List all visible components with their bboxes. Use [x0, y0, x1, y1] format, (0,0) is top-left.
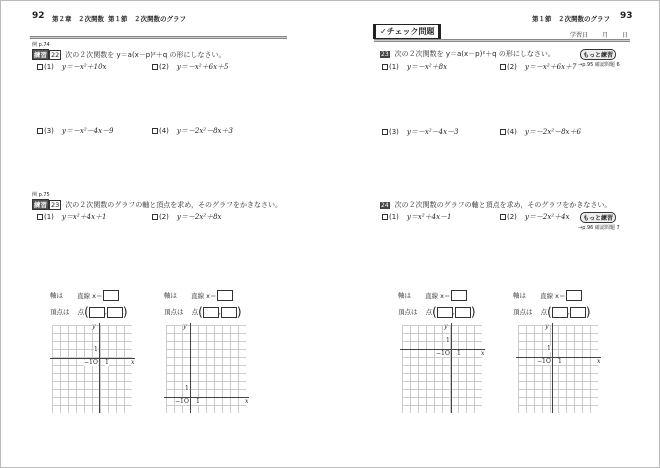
x-tick-minus-one: −1: [436, 350, 445, 357]
checkbox[interactable]: [500, 129, 506, 135]
problem-number: (2): [507, 213, 517, 221]
vertex-y-box[interactable]: [218, 307, 237, 318]
x-tick-minus-one: −1: [175, 398, 184, 405]
exercise-heading: [32, 49, 225, 60]
problem-expression: y＝x²＋4x－1: [406, 213, 452, 221]
problem-number: (3): [389, 128, 399, 136]
axis-answer-row: [50, 290, 119, 301]
problem-item: [152, 62, 229, 72]
problem-number: (4): [159, 127, 169, 135]
chapter-title: 第２章 ２次関数: [52, 15, 104, 23]
origin-label: O: [445, 350, 450, 357]
exercise-number: 22: [51, 51, 60, 59]
problem-expression: y＝－x²－4x－3: [406, 128, 459, 136]
vertex-label: 頂点は: [513, 308, 533, 316]
example-ref: 例 p.75: [32, 192, 50, 198]
comma: ,: [104, 308, 107, 316]
study-day[interactable]: 日: [622, 32, 629, 39]
open-paren: (: [84, 305, 89, 319]
axis-label: 軸は: [164, 291, 177, 300]
problem-expression: y＝－x²＋8x: [406, 63, 448, 71]
problem-item: [500, 62, 577, 72]
problem-item: [382, 62, 447, 72]
vertex-answer-row: [50, 305, 128, 319]
study-month[interactable]: 月: [602, 32, 609, 39]
x-tick-minus-one: −1: [84, 359, 93, 366]
axis-label: 軸は: [513, 291, 526, 300]
comma: ,: [567, 308, 570, 316]
header-rule-right: [374, 39, 630, 42]
more-practice-badge: もっと練習: [580, 212, 616, 223]
problem-number: (2): [507, 63, 517, 71]
open-paren: (: [198, 305, 203, 319]
y-tick-one: 1: [446, 337, 450, 344]
problem-number: (1): [389, 63, 399, 71]
checkbox[interactable]: [382, 64, 388, 70]
problem-number-badge: 23: [381, 51, 389, 58]
checkbox[interactable]: [37, 214, 43, 220]
problem-expression: y＝－2x²－8x＋6: [524, 128, 581, 136]
exercise-instruction: 次の２次関数を y＝a(x－p)²＋q の形にしなさい。: [65, 51, 226, 59]
checkbox[interactable]: [382, 214, 388, 220]
problem-item: [152, 212, 222, 222]
y-axis: [451, 323, 452, 413]
vertex-point-label: 点: [425, 308, 433, 316]
vertex-point-label: 点: [77, 308, 85, 316]
y-axis: [552, 323, 553, 413]
checkbox[interactable]: [382, 129, 388, 135]
axis-line-label: 直線 x＝: [77, 291, 103, 300]
more-practice-badge: もっと練習: [580, 49, 616, 60]
vertex-point-label: 点: [191, 308, 199, 316]
x-axis-label: x: [481, 350, 485, 357]
vertex-label: 頂点は: [50, 308, 70, 316]
checkbox[interactable]: [500, 214, 506, 220]
checkbox[interactable]: [152, 128, 158, 134]
axis-answer-row: [164, 290, 233, 301]
graph-grid[interactable]: [402, 323, 485, 413]
y-tick-one: 1: [94, 346, 98, 353]
close-paren: ): [585, 305, 591, 319]
study-date: [570, 30, 628, 39]
vertex-y-box[interactable]: [452, 307, 471, 318]
problem-expression: y＝－2x²＋4x: [524, 213, 570, 221]
x-axis-label: x: [131, 359, 135, 366]
x-tick-one: 1: [558, 358, 562, 365]
section-title-left: 第１節 ２次関数のグラフ: [108, 15, 186, 23]
problem-item: [382, 212, 452, 222]
vertex-y-box[interactable]: [104, 307, 123, 318]
graph-grid[interactable]: [518, 323, 601, 413]
graph-grid[interactable]: [166, 323, 249, 413]
problem-item: [152, 126, 233, 136]
origin-label: O: [546, 358, 551, 365]
axis-answer-box[interactable]: [566, 290, 582, 301]
x-tick-one: 1: [196, 398, 200, 405]
y-axis: [190, 323, 191, 413]
section-title-right: 第１節 ２次関数のグラフ: [532, 15, 610, 23]
x-axis-label: x: [245, 398, 249, 405]
graph-grid[interactable]: [52, 323, 135, 413]
open-paren: (: [432, 305, 437, 319]
x-tick-minus-one: −1: [537, 358, 546, 365]
exercise-instruction: 次の２次関数のグラフの軸と頂点を求め，そのグラフをかきなさい。: [65, 201, 283, 209]
vertex-x-box[interactable]: [203, 307, 219, 318]
axis-answer-row: [398, 290, 467, 301]
open-paren: (: [547, 305, 552, 319]
problem-number: (1): [389, 213, 399, 221]
problem-expression: y＝－x²＋6x＋7: [524, 63, 577, 71]
exercise-number: 23: [51, 201, 60, 209]
checkbox[interactable]: [37, 64, 43, 70]
y-tick-one: 1: [547, 345, 551, 352]
review-link[interactable]: →p.95 確認問題 6: [578, 62, 620, 68]
problem-item: [382, 127, 459, 137]
comma: ,: [218, 308, 221, 316]
checkbox[interactable]: [152, 64, 158, 70]
vertex-answer-row: [398, 305, 476, 319]
problem-item: [37, 62, 107, 72]
vertex-y-box[interactable]: [567, 307, 586, 318]
y-axis-label: y: [183, 323, 187, 330]
axis-answer-box[interactable]: [451, 290, 467, 301]
checkbox[interactable]: [152, 214, 158, 220]
problem-item: [37, 212, 107, 222]
problem-number: (1): [44, 213, 54, 221]
checkbox[interactable]: [37, 128, 43, 134]
problem-number-badge: 24: [381, 202, 389, 209]
y-axis: [99, 323, 100, 413]
y-axis-label: y: [444, 323, 448, 330]
vertex-label: 頂点は: [164, 308, 184, 316]
study-date-label: 学習日: [570, 32, 589, 39]
close-paren: ): [236, 305, 242, 319]
problem-expression: y＝x²＋4x＋1: [61, 213, 107, 221]
check-problems-title: ✓チェック問題: [373, 24, 441, 39]
problem-expression: y＝－2x²＋8x: [176, 213, 222, 221]
problem-number: (4): [507, 128, 517, 136]
x-axis-label: x: [597, 358, 601, 365]
problem-expression: y＝－2x²－8x＋3: [176, 127, 233, 135]
vertex-point-label: 点: [540, 308, 548, 316]
axis-answer-box[interactable]: [103, 290, 119, 301]
exercise-label: 練習: [34, 51, 47, 59]
problem-expression: y＝－x²＋10x: [61, 63, 107, 71]
problem-instruction: 次の２次関数のグラフの軸と頂点を求め，そのグラフをかきなさい。: [394, 201, 612, 209]
vertex-x-box[interactable]: [552, 307, 568, 318]
problem-item: [500, 127, 581, 137]
page-number-right: 93: [620, 11, 633, 21]
problem-expression: y＝－x²＋6x＋5: [176, 63, 229, 71]
problem-number: (3): [44, 127, 54, 135]
origin-label: O: [184, 398, 189, 405]
x-tick-one: 1: [105, 359, 109, 366]
problem-number: (1): [44, 63, 54, 71]
comma: ,: [452, 308, 455, 316]
problem-instruction: 次の２次関数を y＝a(x－p)²＋q の形にしなさい。: [394, 50, 555, 58]
problem-heading: [380, 49, 555, 59]
vertex-x-box[interactable]: [437, 307, 453, 318]
x-tick-one: 1: [457, 350, 461, 357]
exercise-heading: [32, 199, 282, 210]
problem-number: (2): [159, 213, 169, 221]
axis-line-label: 直線 x＝: [540, 291, 566, 300]
review-link[interactable]: →p.96 確認問題 7: [578, 225, 620, 231]
axis-label: 軸は: [50, 291, 63, 300]
y-axis-label: y: [545, 323, 549, 330]
vertex-x-box[interactable]: [89, 307, 105, 318]
close-paren: ): [122, 305, 128, 319]
axis-line-label: 直線 x＝: [425, 291, 451, 300]
exercise-label: 練習: [34, 201, 47, 209]
header-rule-left: [30, 36, 287, 39]
page-number-left: 92: [32, 11, 45, 21]
example-ref: 例 p.74: [32, 42, 50, 48]
y-tick-one: 1: [185, 385, 189, 392]
problem-expression: y＝－x²－4x－9: [61, 127, 114, 135]
problem-heading: [380, 200, 611, 210]
vertex-label: 頂点は: [398, 308, 418, 316]
close-paren: ): [470, 305, 476, 319]
axis-label: 軸は: [398, 291, 411, 300]
vertex-answer-row: [164, 305, 242, 319]
problem-item: [500, 212, 570, 222]
origin-label: O: [93, 359, 98, 366]
problem-number: (2): [159, 63, 169, 71]
axis-answer-row: [513, 290, 582, 301]
y-axis-label: y: [92, 323, 96, 330]
problem-item: [37, 126, 114, 136]
axis-line-label: 直線 x＝: [191, 291, 217, 300]
checkbox[interactable]: [500, 64, 506, 70]
vertex-answer-row: [513, 305, 591, 319]
axis-answer-box[interactable]: [217, 290, 233, 301]
